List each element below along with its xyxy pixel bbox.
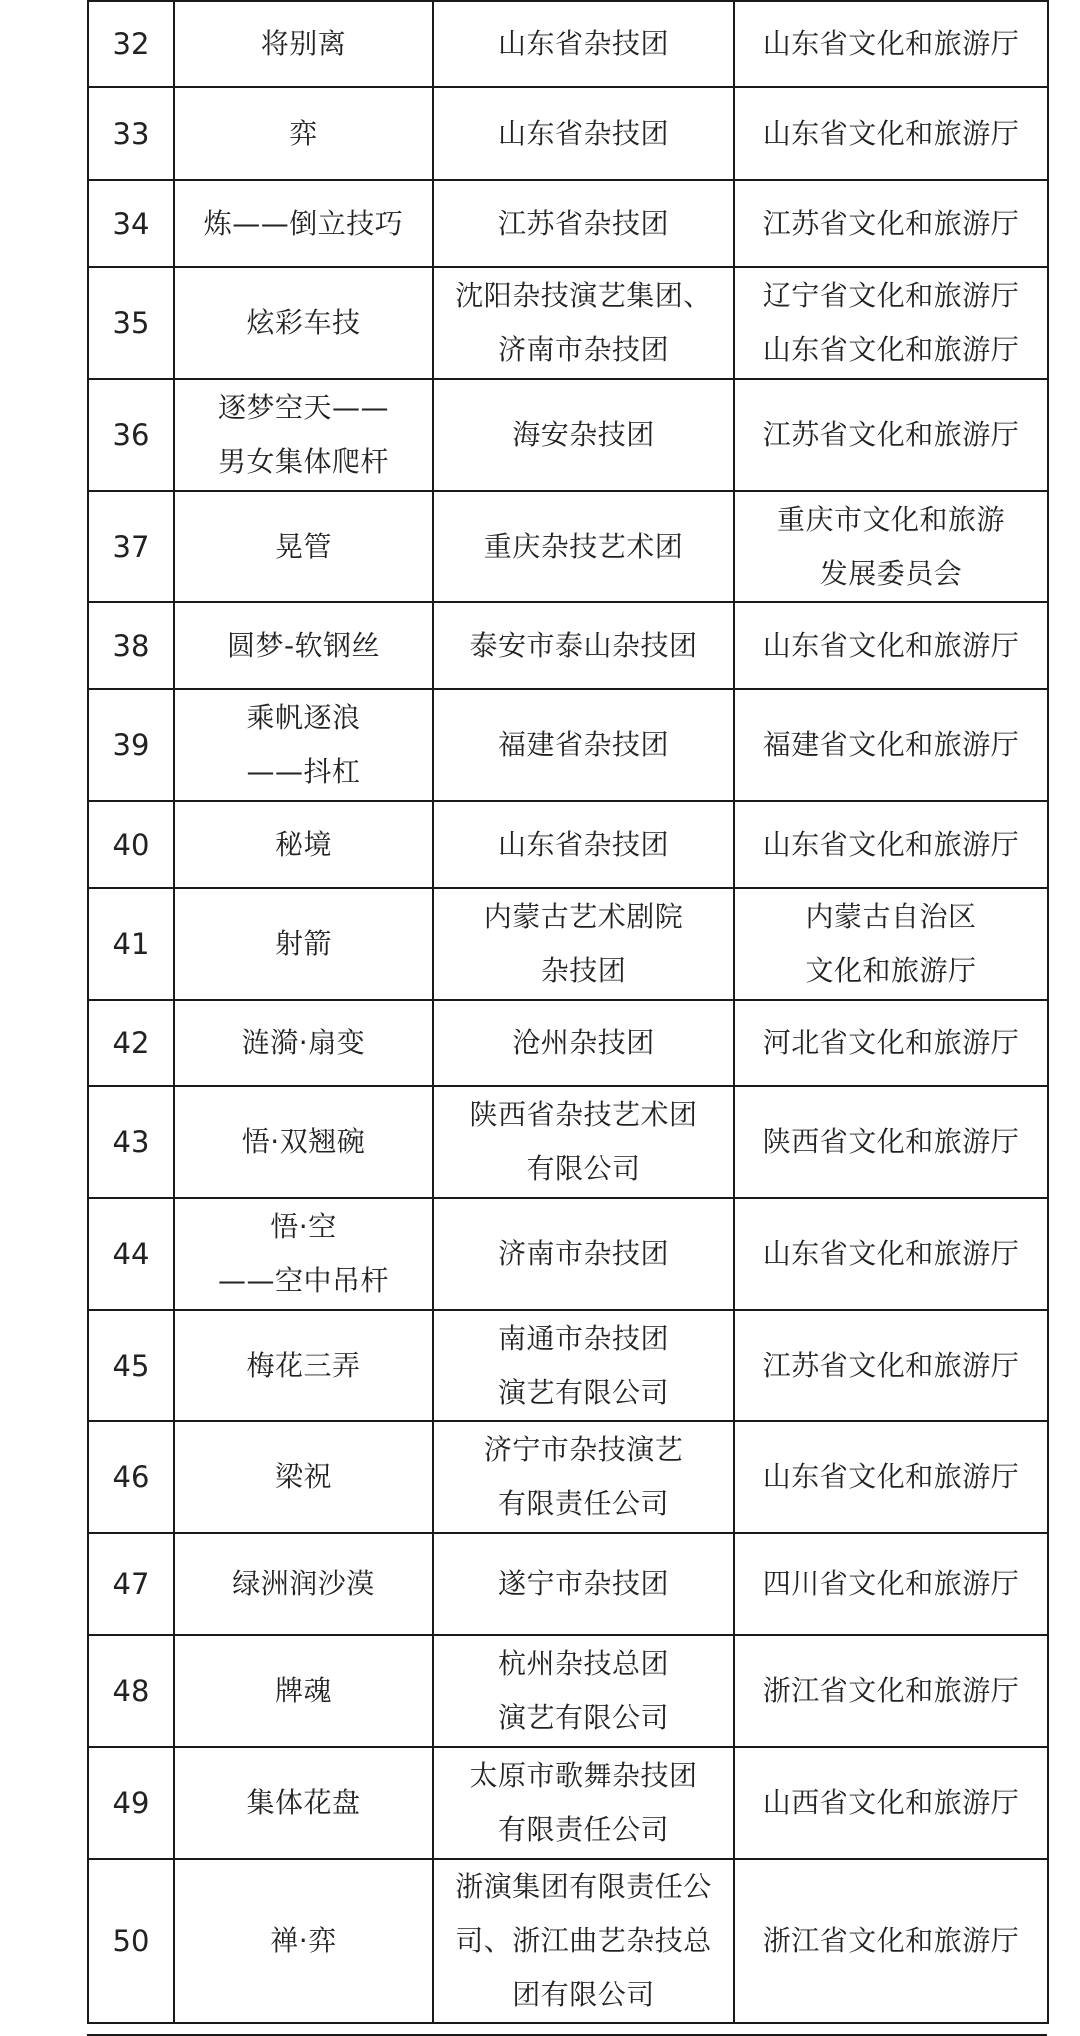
program-title-cell <box>174 180 433 267</box>
row-number-cell: 43 <box>88 1086 174 1198</box>
cell-text-line: 浙演集团有限责任公 <box>455 1870 712 1903</box>
cell-text-line: 男女集体爬杆 <box>217 445 389 478</box>
cell-text-line: 山东省文化和旅游厅 <box>762 827 1020 861</box>
cell-text-line: 山东省杂技团 <box>497 827 669 861</box>
cell-text-line: 济南市杂技团 <box>497 1237 669 1270</box>
performing-unit-cell <box>433 1747 734 1859</box>
cell-text-line: 江苏省文化和旅游厅 <box>762 206 1020 240</box>
cell-text-line: 梁祝 <box>274 1460 332 1493</box>
cell-text-line: 有限公司 <box>526 1152 641 1185</box>
cell-text-line: 江苏省文化和旅游厅 <box>762 418 1020 451</box>
cell-text-line: 山西省文化和旅游厅 <box>762 1786 1020 1819</box>
performing-unit-cell <box>433 180 734 267</box>
cell-text-line: 司、浙江曲艺杂技总 <box>455 1924 712 1957</box>
recommending-department-cell <box>734 602 1048 689</box>
cell-text-line: 发展委员会 <box>819 556 963 590</box>
cell-text-line: 山东省文化和旅游厅 <box>762 27 1020 60</box>
cell-text-line: 内蒙古艺术剧院 <box>483 900 684 933</box>
cell-text-line: 河北省文化和旅游厅 <box>762 1026 1020 1059</box>
table-row <box>88 1859 1048 2023</box>
table-row <box>88 602 1048 689</box>
recommending-department-cell <box>734 87 1048 180</box>
recommending-department-cell <box>734 1198 1048 1310</box>
program-title-cell <box>174 888 433 1000</box>
row-number-cell: 47 <box>88 1533 174 1635</box>
cell-text-line: 山东省文化和旅游厅 <box>762 1460 1020 1493</box>
cell-text-line: 陕西省杂技艺术团 <box>469 1098 698 1131</box>
cell-text-line: 重庆杂技艺术团 <box>483 529 684 563</box>
cell-text-line: 沧州杂技团 <box>512 1026 655 1059</box>
cell-text-line: 江苏省文化和旅游厅 <box>762 1348 1020 1382</box>
program-title-cell <box>174 1000 433 1086</box>
cell-text-line: 演艺有限公司 <box>497 1701 669 1734</box>
performing-unit-cell <box>433 689 734 801</box>
cell-text-line: 浙江省文化和旅游厅 <box>762 1674 1020 1707</box>
row-number-cell: 36 <box>88 379 174 491</box>
table-row <box>88 801 1048 888</box>
cell-text-line: ——空中吊杆 <box>217 1264 389 1297</box>
cell-text-line: 炼——倒立技巧 <box>203 206 404 240</box>
table-row <box>88 1747 1048 1859</box>
program-title-cell <box>174 1421 433 1533</box>
table-row <box>88 689 1048 801</box>
row-number-cell: 37 <box>88 491 174 602</box>
cell-text-line: 秘境 <box>274 827 332 861</box>
cell-text-line: 泰安市泰山杂技团 <box>469 628 698 662</box>
row-number-cell: 45 <box>88 1310 174 1421</box>
table-row <box>88 1198 1048 1310</box>
table-row <box>88 1635 1048 1747</box>
recommending-department-cell <box>734 888 1048 1000</box>
program-title-cell <box>174 87 433 180</box>
cell-text-line: 杭州杂技总团 <box>497 1647 669 1680</box>
cell-text-line: 山东省文化和旅游厅 <box>762 628 1020 662</box>
cell-text-line: 晃管 <box>274 529 332 563</box>
table-row <box>88 1086 1048 1198</box>
row-number-cell: 40 <box>88 801 174 888</box>
performing-unit-cell <box>433 491 734 602</box>
recommending-department-cell <box>734 379 1048 491</box>
performing-unit-cell <box>433 1086 734 1198</box>
cell-text-line: 悟·双翘碗 <box>241 1125 366 1158</box>
cell-text-line: 文化和旅游厅 <box>805 954 977 987</box>
cell-text-line: 炫彩车技 <box>246 306 361 339</box>
program-table-body <box>88 1 1048 2023</box>
cell-text-line: 海安杂技团 <box>512 418 655 451</box>
cell-text-line: 内蒙古自治区 <box>805 900 977 933</box>
cell-text-line: 山东省文化和旅游厅 <box>762 116 1020 150</box>
cell-text-line: 逐梦空天—— <box>217 391 389 424</box>
cell-text-line: 重庆市文化和旅游 <box>776 502 1005 536</box>
recommending-department-cell <box>734 1000 1048 1086</box>
performing-unit-cell <box>433 1310 734 1421</box>
cell-text-line: 乘帆逐浪 <box>246 701 361 734</box>
table-row <box>88 888 1048 1000</box>
program-title-cell <box>174 267 433 379</box>
row-number-cell: 33 <box>88 87 174 180</box>
recommending-department-cell <box>734 1086 1048 1198</box>
row-number-cell: 49 <box>88 1747 174 1859</box>
performing-unit-cell <box>433 379 734 491</box>
table-row <box>88 1 1048 87</box>
recommending-department-cell <box>734 1533 1048 1635</box>
cell-text-line: 福建省杂技团 <box>497 728 669 761</box>
cell-text-line: 有限责任公司 <box>497 1487 669 1520</box>
cell-text-line: 团有限公司 <box>512 1978 655 2011</box>
cell-text-line: 江苏省杂技团 <box>497 206 669 240</box>
program-title-cell <box>174 1533 433 1635</box>
table-row <box>88 87 1048 180</box>
program-table <box>87 0 1049 2024</box>
table-row <box>88 267 1048 379</box>
recommending-department-cell <box>734 267 1048 379</box>
row-number-cell: 44 <box>88 1198 174 1310</box>
cell-text-line: 山东省杂技团 <box>497 27 669 60</box>
recommending-department-cell <box>734 689 1048 801</box>
cell-text-line: 浙江省文化和旅游厅 <box>762 1924 1020 1957</box>
cell-text-line: 圆梦-软钢丝 <box>226 628 381 662</box>
table-row <box>88 491 1048 602</box>
program-title-cell <box>174 602 433 689</box>
cell-text-line: 南通市杂技团 <box>497 1321 669 1355</box>
program-title-cell <box>174 801 433 888</box>
performing-unit-cell <box>433 1421 734 1533</box>
cell-text-line: 梅花三弄 <box>246 1348 361 1382</box>
cell-text-line: 山东省文化和旅游厅 <box>762 1237 1020 1270</box>
recommending-department-cell <box>734 1 1048 87</box>
program-title-cell <box>174 1747 433 1859</box>
performing-unit-cell <box>433 1 734 87</box>
program-title-cell <box>174 689 433 801</box>
recommending-department-cell <box>734 1421 1048 1533</box>
performing-unit-cell <box>433 888 734 1000</box>
cell-text-line: 演艺有限公司 <box>497 1375 669 1409</box>
performing-unit-cell <box>433 1533 734 1635</box>
table-row <box>88 1000 1048 1086</box>
program-title-cell <box>174 1859 433 2023</box>
cell-text-line: 山东省文化和旅游厅 <box>762 333 1020 366</box>
cell-text-line: 射箭 <box>274 927 332 960</box>
cell-text-line: 杂技团 <box>540 954 627 987</box>
cell-text-line: 福建省文化和旅游厅 <box>762 728 1020 761</box>
recommending-department-cell <box>734 1747 1048 1859</box>
cell-text-line: 济宁市杂技演艺 <box>483 1433 684 1466</box>
row-number-cell: 39 <box>88 689 174 801</box>
cell-text-line: 辽宁省文化和旅游厅 <box>762 279 1020 312</box>
cell-text-line: 将别离 <box>260 27 347 60</box>
table-row <box>88 180 1048 267</box>
program-title-cell <box>174 379 433 491</box>
cell-text-line: 绿洲润沙漠 <box>232 1567 375 1600</box>
recommending-department-cell <box>734 491 1048 602</box>
table-row <box>88 1421 1048 1533</box>
performing-unit-cell <box>433 602 734 689</box>
row-number-cell: 35 <box>88 267 174 379</box>
program-title-cell <box>174 1310 433 1421</box>
program-title-cell <box>174 1198 433 1310</box>
recommending-department-cell <box>734 1859 1048 2023</box>
row-number-cell: 41 <box>88 888 174 1000</box>
row-number-cell: 32 <box>88 1 174 87</box>
cell-text-line: 沈阳杂技演艺集团、 <box>455 279 712 312</box>
program-table-container <box>87 0 1047 2024</box>
performing-unit-cell <box>433 1198 734 1310</box>
cell-text-line: 济南市杂技团 <box>497 333 669 366</box>
row-number-cell: 48 <box>88 1635 174 1747</box>
program-title-cell <box>174 1086 433 1198</box>
cell-text-line: 悟·空 <box>270 1210 337 1243</box>
cell-text-line: 遂宁市杂技团 <box>497 1567 669 1600</box>
performing-unit-cell <box>433 801 734 888</box>
table-row <box>88 1310 1048 1421</box>
cell-text-line: 涟漪·扇变 <box>241 1026 366 1059</box>
cell-text-line: ——抖杠 <box>246 755 361 788</box>
performing-unit-cell <box>433 1859 734 2023</box>
program-title-cell <box>174 491 433 602</box>
program-title-cell <box>174 1635 433 1747</box>
table-row <box>88 1533 1048 1635</box>
performing-unit-cell <box>433 1000 734 1086</box>
program-title-cell <box>174 1 433 87</box>
cell-text-line: 禅·弈 <box>270 1924 337 1957</box>
cell-text-line: 山东省杂技团 <box>497 116 669 150</box>
recommending-department-cell <box>734 1310 1048 1421</box>
row-number-cell: 46 <box>88 1421 174 1533</box>
row-number-cell: 42 <box>88 1000 174 1086</box>
cell-text-line: 太原市歌舞杂技团 <box>469 1759 698 1792</box>
cell-text-line: 弈 <box>289 116 318 150</box>
recommending-department-cell <box>734 1635 1048 1747</box>
performing-unit-cell <box>433 87 734 180</box>
performing-unit-cell <box>433 1635 734 1747</box>
cell-text-line: 牌魂 <box>274 1674 332 1707</box>
row-number-cell: 50 <box>88 1859 174 2023</box>
performing-unit-cell <box>433 267 734 379</box>
cell-text-line: 四川省文化和旅游厅 <box>762 1567 1020 1600</box>
row-number-cell: 38 <box>88 602 174 689</box>
cell-text-line: 集体花盘 <box>246 1786 361 1819</box>
cell-text-line: 陕西省文化和旅游厅 <box>762 1125 1020 1158</box>
cell-text-line: 有限责任公司 <box>497 1813 669 1846</box>
row-number-cell: 34 <box>88 180 174 267</box>
recommending-department-cell <box>734 180 1048 267</box>
table-row <box>88 379 1048 491</box>
recommending-department-cell <box>734 801 1048 888</box>
